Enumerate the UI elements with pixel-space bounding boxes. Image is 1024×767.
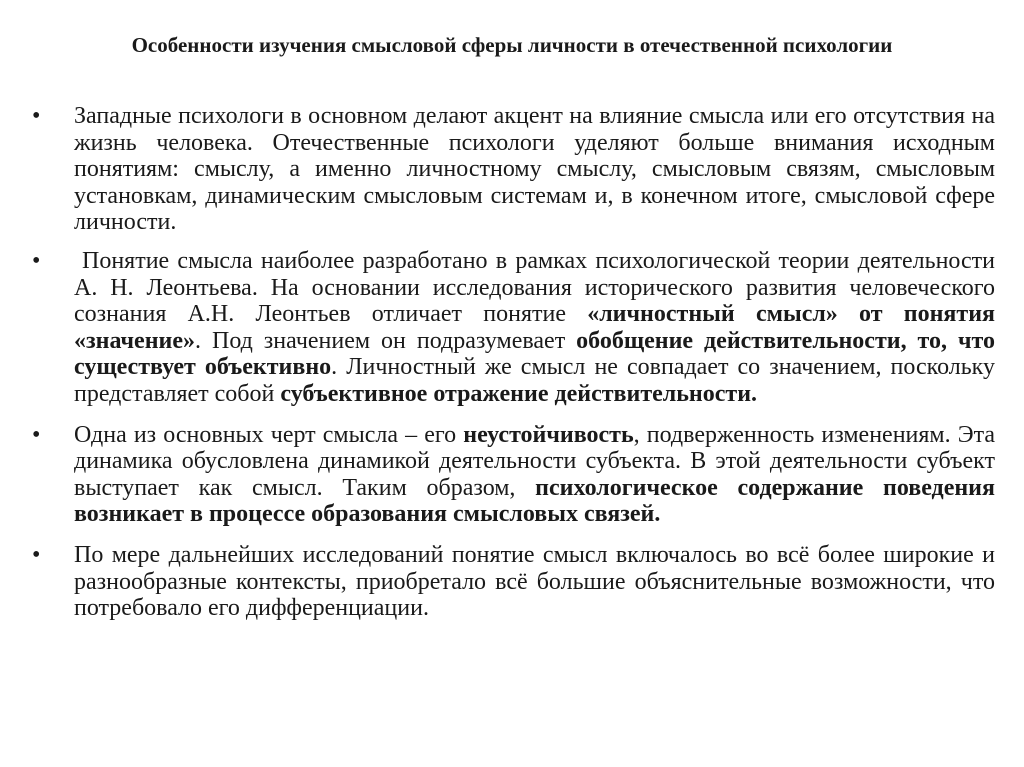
bullet-text: По мере дальнейших исследований понятие смысл включалось во всё более широкие и разнообразные контексты, приобретало всё большие объяснительные возможности, что потребовало его дифференциации.	[74, 541, 995, 622]
bullet-text: Понятие смысла наиболее разработано в рамках психологической теории деятельности А. Н. Леонтьева. На основании исследования исторического развития человеческого сознания А.Н. Леонтьев отличает понятие «личностный смысл» от понятия «значение». Под значением он подразумевает обобщение действительности, то, что существует объективно. Личностный же смысл не совпадает со значением, поскольку представляет собой субъективное отражение действительности.	[74, 247, 996, 407]
bold-phrase: обобщение действительности, то, что существует объективно	[74, 327, 995, 381]
bullet-icon: •	[32, 247, 41, 274]
bullet-icon: •	[32, 541, 41, 568]
bold-phrase: «личностный смысл» от понятия «значение»	[74, 301, 996, 354]
bullet-item	[32, 422, 995, 528]
bullet-icon: •	[32, 421, 41, 448]
bullet-list	[32, 103, 995, 634]
bullet-item	[32, 103, 995, 236]
bullet-text: Одна из основных черт смысла – его неустойчивость, подверженность изменениям. Эта динамика обусловлена динамикой деятельности субъекта. В этой деятельности субъект выступает как смысл. Таким образом, психологическое содержание поведения возникает в процессе образования смысловых связей.	[74, 421, 995, 528]
bullet-text: Западные психологи в основном делают акцент на влияние смысла или его отсутствия на жизнь человека. Отечественные психологи уделяют больше внимания исходным понятиям: смыслу, а именно личностному смыслу, смысловым связям, смысловым установкам, динамическим смысловым системам и, в конечном итоге, смысловой сфере личности.	[74, 103, 995, 236]
bullet-item	[32, 542, 995, 622]
slide-title: Особенности изучения смысловой сферы личности в отечественной психологии	[131, 33, 893, 57]
bullet-item	[32, 248, 995, 408]
bullet-icon: •	[32, 103, 41, 129]
bold-phrase: неустойчивость	[463, 421, 634, 448]
bold-phrase: субъективное отражение действительности.	[280, 380, 758, 407]
bold-phrase: психологическое содержание поведения возникает в процессе образования смысловых связей.	[74, 474, 995, 528]
